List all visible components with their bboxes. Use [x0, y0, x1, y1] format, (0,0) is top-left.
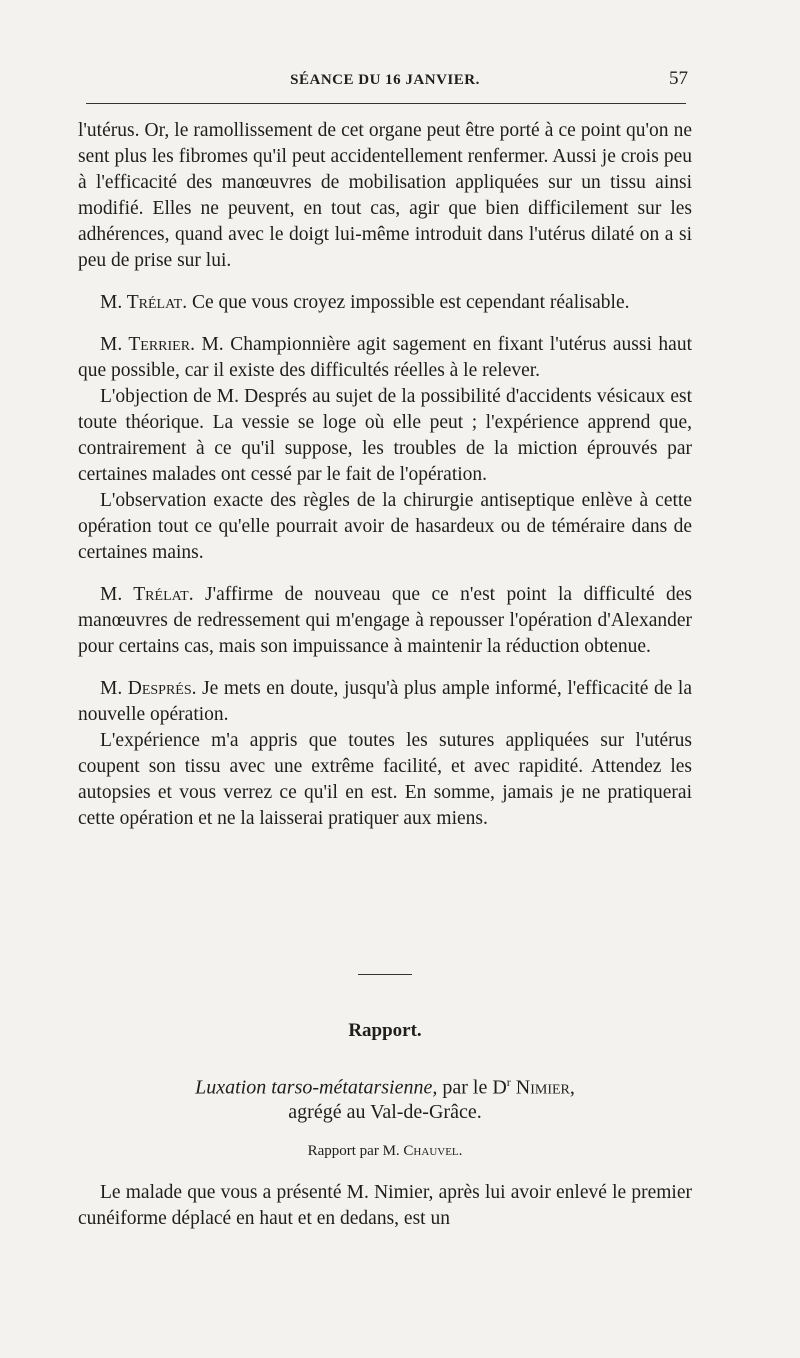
paragraph [78, 1180, 692, 1232]
running-head [78, 68, 692, 96]
paragraph [78, 582, 692, 660]
byline-prefix: Rapport par M. [307, 1143, 404, 1159]
paragraph-text: Je mets en doute, jusqu'à plus ample informé, l'efficacité de la nouvelle opération. [78, 678, 692, 725]
paragraph-text: Ce que vous croyez impossible est cependant réalisable. [187, 292, 630, 313]
paragraph-text: L'expérience m'a appris que toutes les sutures appliquées sur l'utérus coupent son tissu avec une extrême facilité, et avec rapidité. Attendez les autopsies et vous verrez ce qu'il en est. En somme, jamais je ne pratiquerai cette opération et ne la laisserai pratiquer aux miens. [78, 730, 692, 829]
report-title-italic: Luxation tarso-métatarsienne, [195, 1076, 438, 1099]
paragraph-text: l'utérus. Or, le ramollissement de cet organe peut être porté à ce point qu'on ne sent plus les fibromes qu'il peut accidentellement renfermer. Aussi je crois peu à l'efficacité des manœuvres de mobilisation appliquées sur un tissu ainsi modifié. Elles ne peuvent, en tout cas, agir que bien difficilement sur les adhérences, quand avec le doigt lui-même introduit dans l'utérus dilaté on a si peu de prise sur lui. [78, 120, 692, 271]
paragraph [78, 290, 692, 316]
report-author-name: Nimier, [510, 1076, 575, 1099]
speaker-name: M. Després. [100, 678, 197, 699]
speaker-name: M. Terrier. [100, 334, 195, 355]
paragraph [78, 384, 692, 488]
paragraph-text: J'affirme de nouveau que ce n'est point la difficulté des manœuvres de redressement qui m'engage à repousser l'opération d'Alexander pour certains cas, mais son impuissance à maintenir la réduction obtenue. [78, 584, 693, 657]
running-head-title: SÉANCE DU 16 JANVIER. [290, 72, 480, 88]
report-title [0, 1075, 770, 1100]
paragraph [78, 332, 692, 384]
paragraph [78, 676, 692, 728]
paragraph [78, 728, 692, 832]
paragraph-text: M. Championnière agit sagement en fixant l'utérus aussi haut que possible, car il existe des difficultés réelles à le relever. [78, 334, 692, 381]
report-byline [0, 1143, 770, 1160]
report-text [78, 1180, 692, 1232]
report-title-sup: r [506, 1075, 511, 1089]
report-title-text: par le D [437, 1076, 507, 1099]
discussion-text [78, 118, 692, 832]
page-number: 57 [669, 68, 688, 89]
paragraph-text: Le malade que vous a présenté M. Nimier, après lui avoir enlevé le premier cunéiforme déplacé en haut et en dedans, est un [78, 1182, 692, 1229]
paragraph [78, 488, 692, 566]
speaker-name: M. Trélat. [100, 292, 188, 313]
paragraph-text: L'observation exacte des règles de la chirurgie antiseptique enlève à cette opération tout ce qu'elle pourrait avoir de hasardeux ou de téméraire dans de certaines mains. [78, 490, 692, 563]
paragraph-text: L'objection de M. Després au sujet de la possibilité d'accidents vésicaux est toute théorique. La vessie se loge où elle peut ; l'expérience apprend que, contrairement à ce qu'il suppose, les troubles de la miction éprouvés par certaines malades ont cessé par le fait de l'opération. [78, 386, 692, 485]
section-separator [358, 974, 412, 975]
byline-name: Chauvel. [403, 1143, 463, 1159]
report-author-affiliation: agrégé au Val-de-Grâce. [288, 1101, 482, 1123]
section-title: Rapport. [348, 1020, 422, 1041]
paragraph [78, 118, 692, 274]
header-rule [86, 103, 686, 104]
speaker-name: M. Trélat. [100, 584, 194, 605]
